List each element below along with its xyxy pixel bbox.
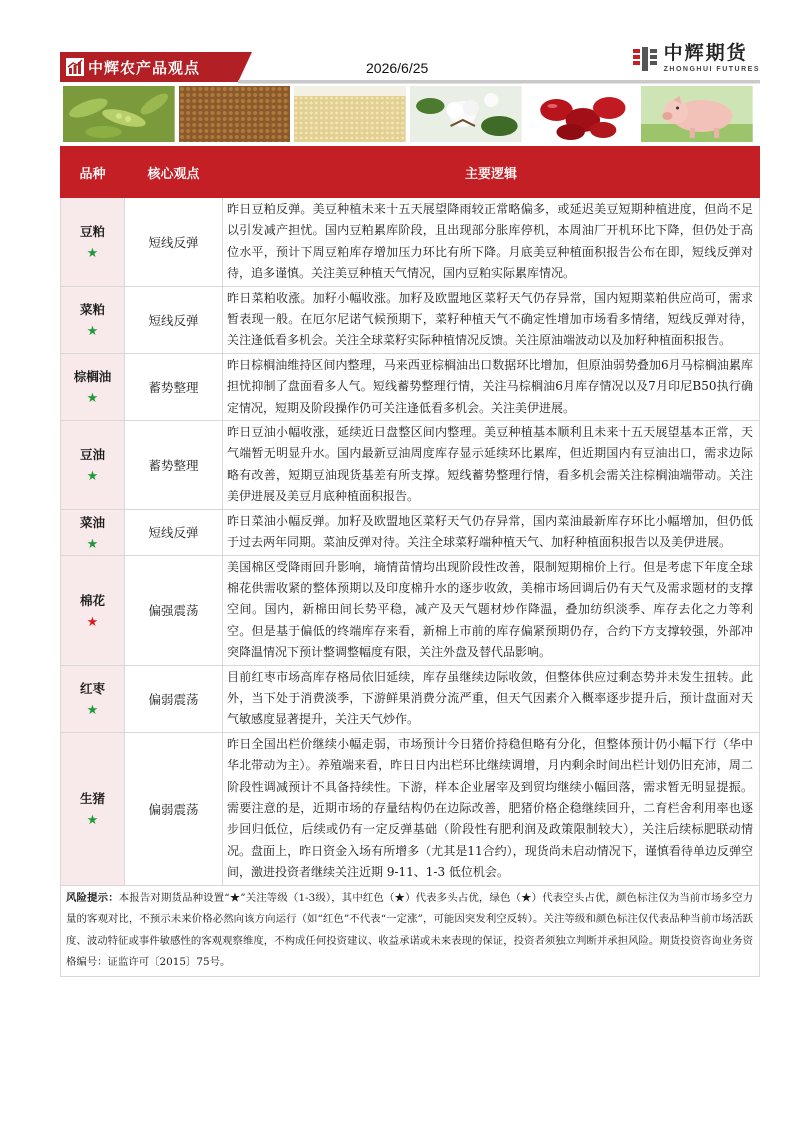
product-cell <box>61 555 125 665</box>
star-rating-icon: ★ <box>86 324 99 340</box>
bar-chart-icon <box>66 58 84 76</box>
core-view: 蓄势整理 <box>125 353 223 420</box>
table-row <box>61 555 760 665</box>
star-rating-icon: ★ <box>86 246 99 262</box>
commodity-image-strip <box>63 86 753 142</box>
product-name: 豆油 <box>79 447 105 463</box>
product-cell <box>61 198 125 287</box>
product-name: 菜油 <box>79 514 105 530</box>
star-rating-icon: ★ <box>86 536 99 552</box>
col-header-product: 品种 <box>61 147 125 198</box>
product-name: 菜粕 <box>79 302 105 318</box>
red-dates-image <box>526 86 638 142</box>
brand-name-cn: 中辉期货 <box>663 42 748 64</box>
report-header <box>60 42 760 86</box>
pig-image <box>641 86 753 142</box>
risk-label: 风险提示： <box>66 892 119 904</box>
star-rating-icon: ★ <box>86 469 99 485</box>
main-logic: 昨日菜粕收涨。加籽小幅收涨。加籽及欧盟地区菜籽天气仍存异常，国内短期菜粕供应尚可，需求暂表现一般。在厄尔尼诺气候预期下，菜籽种植天气不确定性增加市场看多情绪，短线反弹对待，关注逢低看多机会。关注全球菜籽实际种植情况反馈。关注原油端波动以及加籽种植面积报告。 <box>223 286 760 353</box>
core-view: 偏弱震荡 <box>125 732 223 885</box>
table-row <box>61 665 760 732</box>
report-date: 2026/6/25 <box>366 60 429 76</box>
table-row <box>61 198 760 287</box>
header-rule-light <box>238 83 760 84</box>
brand-name-en: ZHONGHUI FUTURES <box>663 66 760 73</box>
soybean-pods-image <box>63 86 175 142</box>
table-row <box>61 353 760 420</box>
main-logic: 昨日菜油小幅反弹。加籽及欧盟地区菜籽天气仍存异常，国内菜油最新库存环比小幅增加，但仍低于过去两年同期。菜油反弹对待。关注全球菜籽端种植天气、加籽种植面积报告以及美伊进展。 <box>223 509 760 555</box>
core-view: 蓄势整理 <box>125 421 223 510</box>
main-logic: 昨日全国出栏价继续小幅走弱，市场预计今日猪价持稳但略有分化，但整体预计仍小幅下行（华中华北带动为主）。养殖端来看，昨日日内出栏环比继续调增，月内剩余时间出栏计划仍旧充沛，周二阶段性调减预计不具备持续性。下游，样本企业屠宰及到贸均继续小幅回落，需求暂无明显提振。需要注意的是，近期市场的存量结构仍在边际改善，肥猪价格企稳继续回升，二育栏舍利用率也逐步回归低位，后续或仍有一定反弹基础（阶段性有肥利润及政策限制较大），关注后续标肥联动情况。盘面上，昨日资金入场有所增多（尤其是11合约），现货尚未启动情况下，谨慎看待单边反弹空间，激进投资者继续关注近期 9-11、1-3 低位机会。 <box>223 732 760 885</box>
section-title: 中辉农产品观点 <box>88 58 201 77</box>
table-row <box>61 732 760 885</box>
core-view: 偏强震荡 <box>125 555 223 665</box>
main-logic: 美国棉区受降雨回升影响，墒情苗情均出现阶段性改善，限制短期棉价上行。但是考虑下年度全球棉花供需收紧的整体预期以及印度棉升水的逐步收敛，美棉市场回调后仍有天气及需求题材的支撑空间。国内，新棉田间长势平稳，减产及天气题材炒作降温，叠加纺织淡季、库存去化之力等利空。但是基于偏低的终端库存来看，新棉上市前的库存偏紧预期仍存，合约下方支撑较强，外部冲突降温情况下预计整调整幅度有限，关注外盘及替代品影响。 <box>223 555 760 665</box>
col-header-core-view: 核心观点 <box>125 147 223 198</box>
product-name: 豆粕 <box>79 224 105 240</box>
star-rating-icon: ★ <box>86 391 99 407</box>
product-cell <box>61 421 125 510</box>
main-logic: 昨日豆粕反弹。美豆种植未来十五天展望降雨较正常略偏多，或延迟美豆短期种植进度，但尚不足以引发减产担忧。国内豆粕累库阶段，且出现部分胀库停机，本周油厂开机环比下降，但仍处于高位水平，预计下周豆粕库存增加压力环比有所下降。月底美豆种植面积报告公布在即，短线反弹对待，追多谨慎。关注美豆种植天气情况，国内豆粕实际累库情况。 <box>223 198 760 287</box>
product-cell <box>61 353 125 420</box>
core-view: 短线反弹 <box>125 509 223 555</box>
star-rating-icon: ★ <box>86 614 99 630</box>
product-name: 生猪 <box>79 791 105 807</box>
product-cell <box>61 665 125 732</box>
star-rating-icon: ★ <box>86 703 99 719</box>
table-row <box>61 286 760 353</box>
soybean-meal-image <box>294 86 406 142</box>
tag-notch <box>238 52 252 82</box>
section-tag <box>60 52 238 82</box>
core-view: 偏弱震荡 <box>125 665 223 732</box>
core-view: 短线反弹 <box>125 286 223 353</box>
col-header-main-logic: 主要逻辑 <box>223 147 760 198</box>
zhonghui-logo-icon <box>632 46 658 72</box>
star-rating-icon: ★ <box>86 813 99 829</box>
product-name: 棉花 <box>79 592 105 608</box>
product-cell <box>61 509 125 555</box>
product-cell <box>61 286 125 353</box>
rapeseed-meal-image <box>179 86 291 142</box>
risk-disclaimer <box>60 886 760 977</box>
table-row <box>61 509 760 555</box>
table-row <box>61 421 760 510</box>
commodity-views-table <box>60 146 760 886</box>
product-name: 红枣 <box>79 681 105 697</box>
main-logic: 昨日豆油小幅收涨，延续近日盘整区间内整理。美豆种植基本顺利且未来十五天展望基本正常，天气端暂无明显升水。国内最新豆油周度库存显示延续环比累库，但近期国内有豆油出口，需求边际略有改善，短期豆油现货基差有所支撑。短线蓄势整理行情，看多机会需关注棕榈油端带动。关注美伊进展及美豆月底种植面积报告。 <box>223 421 760 510</box>
core-view: 短线反弹 <box>125 198 223 287</box>
product-cell <box>61 732 125 885</box>
cotton-boll-image <box>410 86 522 142</box>
table-header-row <box>61 147 760 198</box>
risk-text: 本报告对期货品种设置“★”关注等级（1-3级），其中红色（★）代表多头占优，绿色（★）代表空头占优，颜色标注仅为当前市场多空力量的客观对比，不预示未来价格必然向该方向运行（如“红色”不代表“一定涨”，可能因突发利空反转）。关注等级和颜色标注仅代表品种当前市场活跃度、波动特征或事件敏感性的客观观察维度，不构成任何投资建议、收益承诺或未来表现的保证，投资者须独立判断并承担风险。期货投资咨询业务资格编号：证监许可〔2015〕75号。 <box>66 892 754 969</box>
main-logic: 昨日棕榈油维持区间内整理，马来西亚棕榈油出口数据环比增加，但原油弱势叠加6月马棕榈油累库担忧抑制了盘面看多人气。短线蓄势整理行情，关注马棕榈油6月库存情况以及7月印尼B50执行确定情况，短期及阶段操作仍可关注逢低看多机会。关注美伊进展。 <box>223 353 760 420</box>
main-logic: 目前红枣市场高库存格局依旧延续，库存虽继续边际收敛，但整体供应过剩态势并未发生扭转。此外，当下处于消费淡季，下游鲜果消费分流严重，但天气因素介入概率逐步提升后，预计盘面对天气敏感度显著提升，关注天气炒作。 <box>223 665 760 732</box>
product-name: 棕榈油 <box>73 369 112 385</box>
brand-logo <box>632 44 760 73</box>
